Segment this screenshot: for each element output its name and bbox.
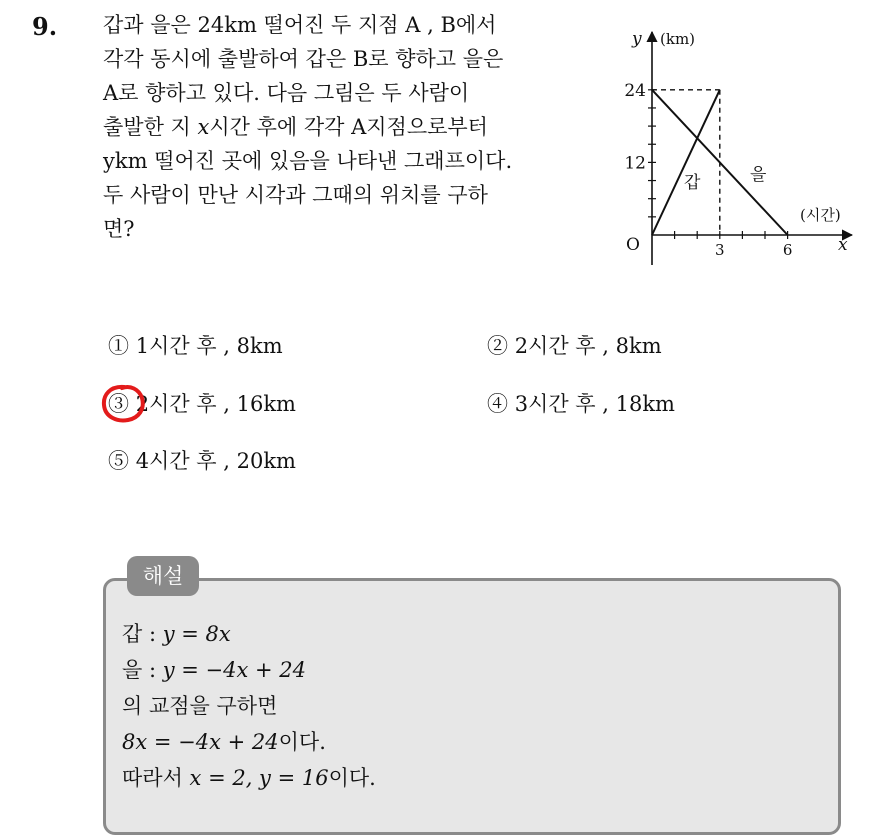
choice-5[interactable]: ⑤ 4시간 후 , 20km	[108, 449, 296, 473]
choice-3[interactable]: ③ 2시간 후 , 16km	[108, 392, 296, 416]
x-tick-label: 3	[715, 241, 725, 259]
explanation-line: 따라서 x = 2, y = 16이다.	[122, 766, 376, 790]
series-label-eul: 을	[750, 165, 767, 185]
explanation-title: 해설	[127, 556, 199, 596]
explanation-line: 의 교점을 구하면	[122, 694, 278, 718]
question-line: 면?	[103, 217, 135, 241]
x-tick-label: 6	[782, 241, 793, 259]
question-line: ykm 떨어진 곳에 있음을 나타낸 그래프이다.	[103, 149, 513, 173]
y-tick-label: 12	[624, 153, 646, 174]
x-axis-unit: (시간)	[800, 206, 841, 224]
y-axis-label: y	[632, 29, 642, 49]
series-line-gap	[652, 90, 720, 235]
distance-time-graph	[612, 20, 862, 272]
choice-4[interactable]: ④ 3시간 후 , 18km	[487, 392, 675, 416]
question-line: A로 향하고 있다. 다음 그림은 두 사람이	[103, 81, 470, 105]
question-number: 9.	[32, 12, 58, 41]
y-tick-label: 24	[624, 80, 646, 101]
explanation-text	[122, 616, 376, 796]
choice-1[interactable]: ① 1시간 후 , 8km	[108, 334, 283, 358]
question-line: 출발한 지 x시간 후에 각각 A지점으로부터	[103, 115, 488, 139]
explanation-line: 8x = −4x + 24이다.	[122, 730, 326, 754]
question-line: 두 사람이 만난 시각과 그때의 위치를 구하	[103, 183, 488, 207]
series-label-gap: 갑	[684, 173, 701, 193]
question-line: 갑과 을은 24km 떨어진 두 지점 A , B에서	[103, 13, 497, 37]
x-axis-label: x	[838, 235, 848, 255]
answer-circle-mark	[100, 382, 150, 426]
question-line: 각각 동시에 출발하여 갑은 B로 향하고 을은	[103, 47, 504, 71]
explanation-line: 갑 : y = 8x	[122, 622, 231, 646]
question-text	[103, 8, 603, 246]
y-axis-unit: (km)	[660, 30, 696, 48]
choice-2[interactable]: ② 2시간 후 , 8km	[487, 334, 662, 358]
explanation-line: 을 : y = −4x + 24	[122, 658, 306, 682]
origin-label: O	[626, 235, 640, 255]
